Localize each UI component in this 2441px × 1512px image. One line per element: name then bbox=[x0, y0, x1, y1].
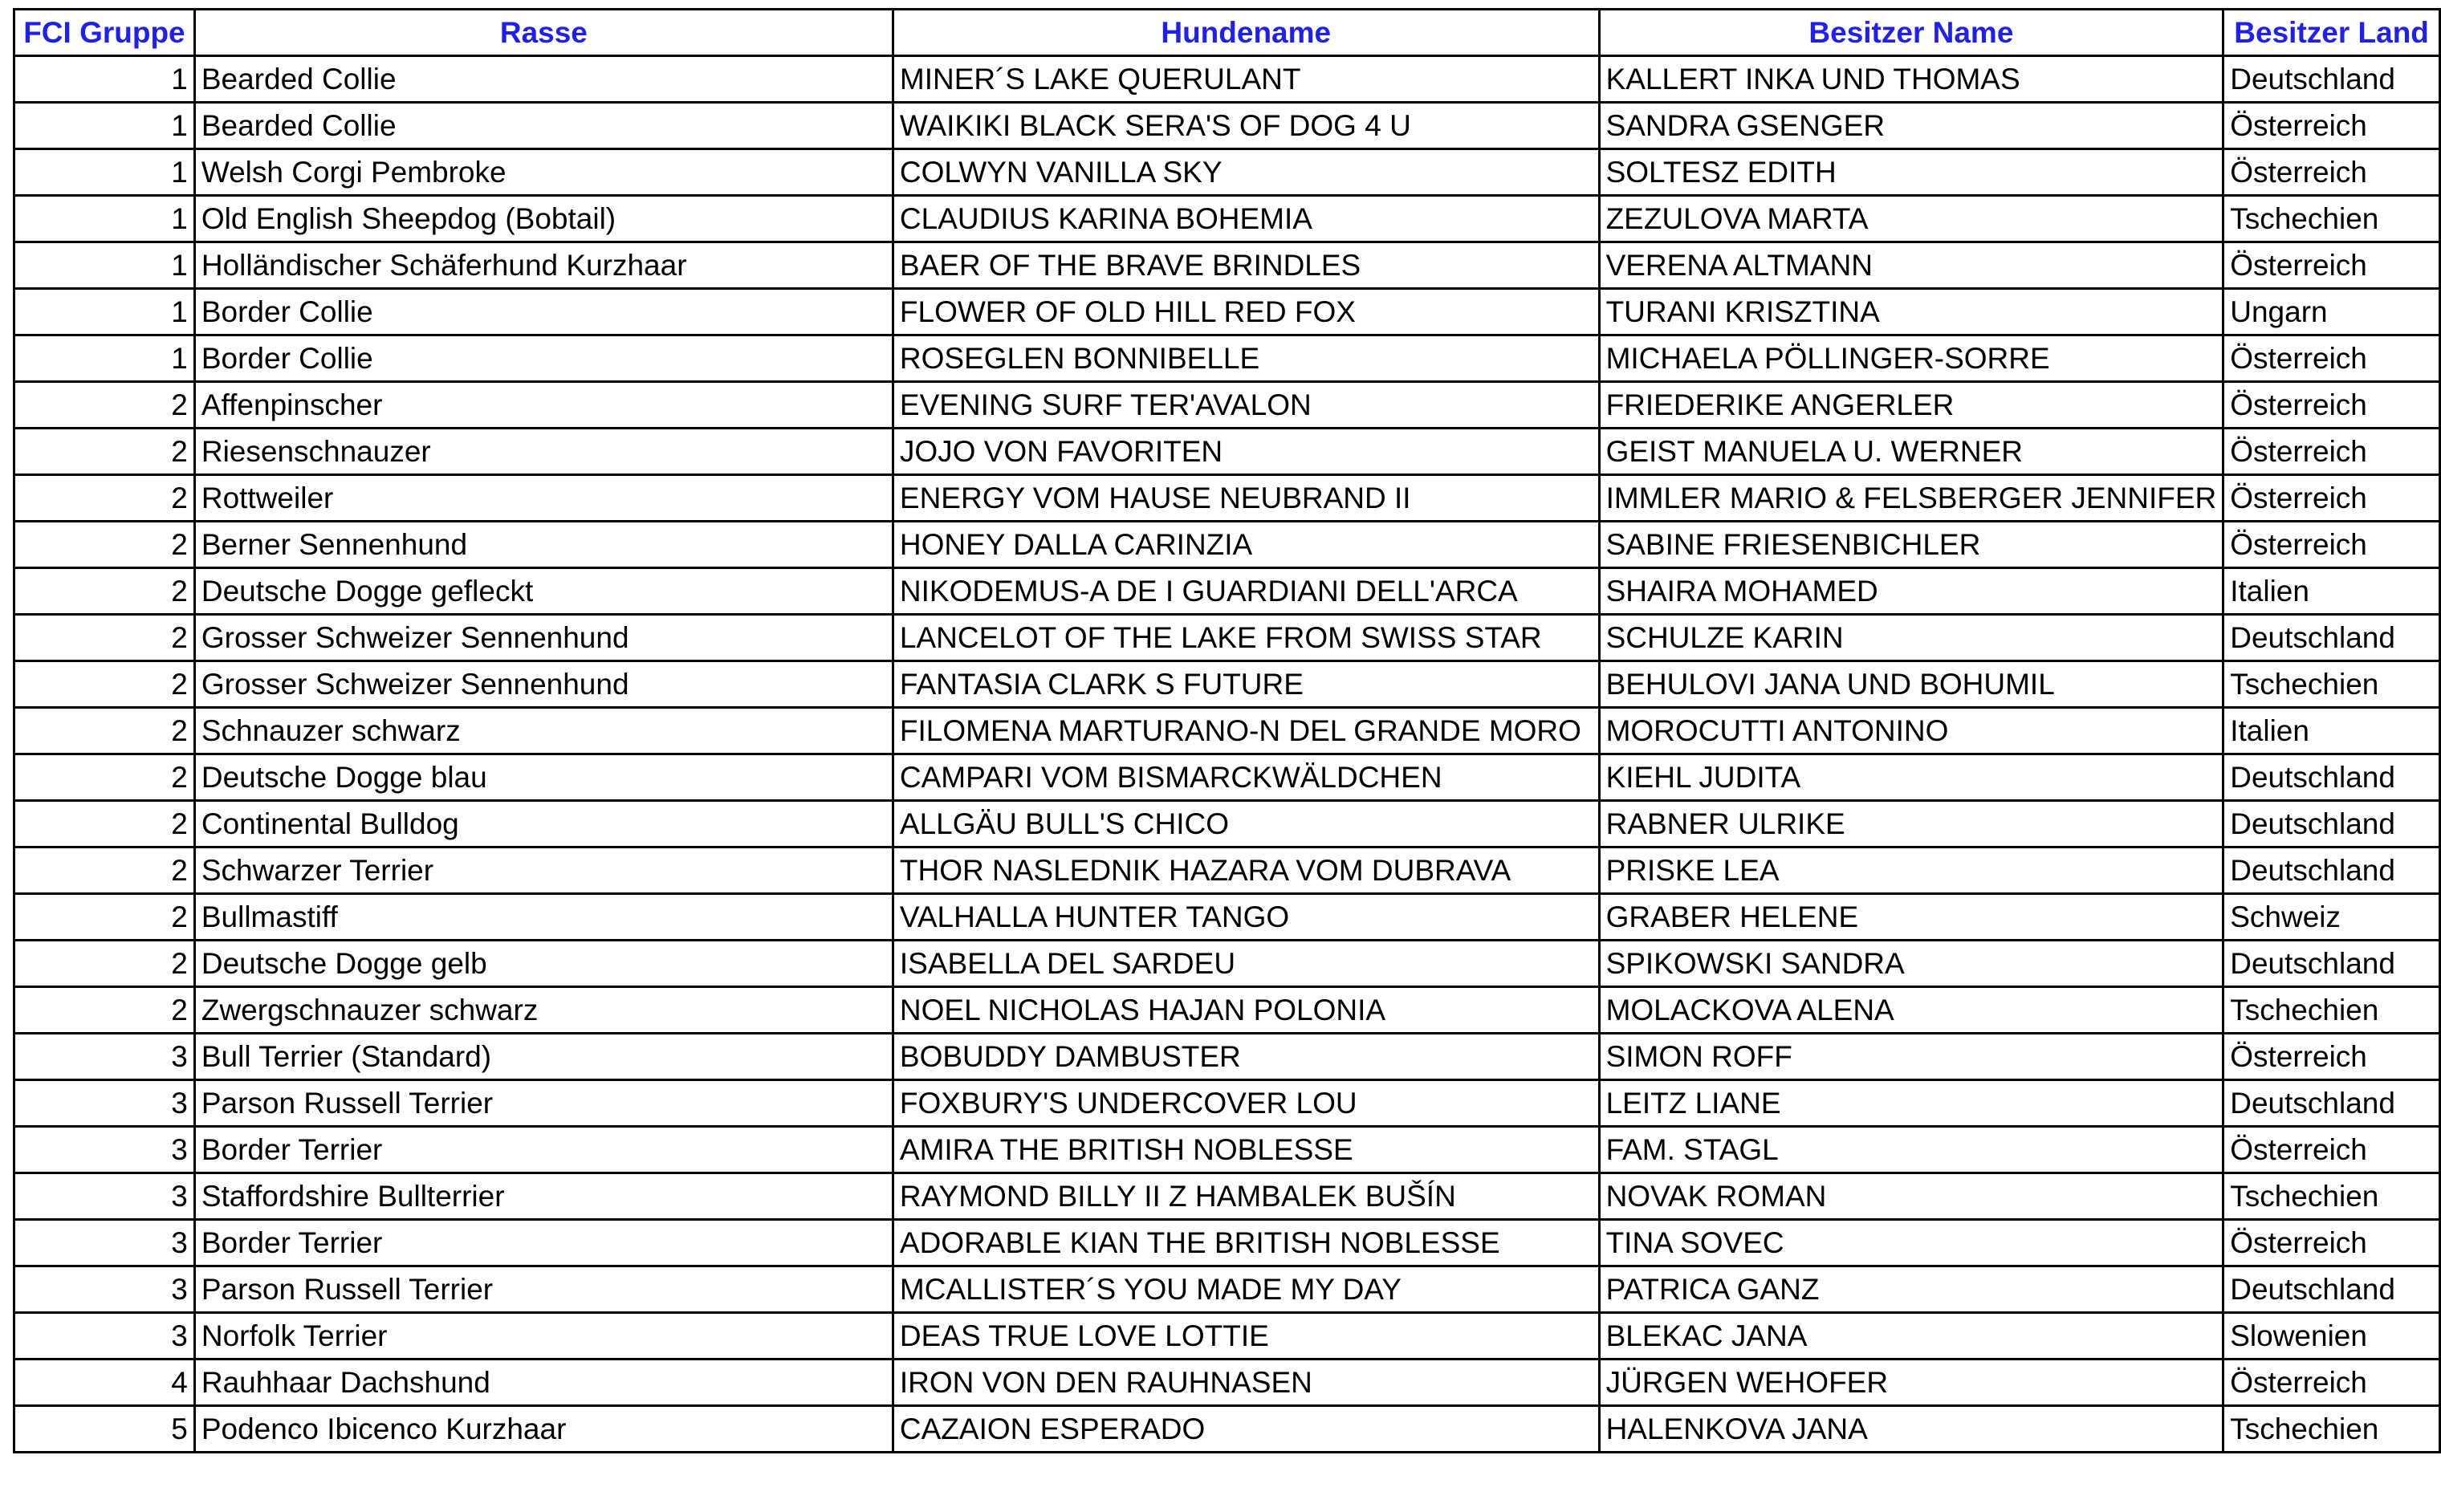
besitzer-name-cell: BLEKAC JANA bbox=[1599, 1313, 2223, 1360]
rasse-cell: Bull Terrier (Standard) bbox=[194, 1034, 893, 1080]
fci-gruppe-cell: 2 bbox=[14, 382, 195, 429]
besitzer-land-cell: Österreich bbox=[2223, 475, 2440, 522]
besitzer-land-cell: Deutschland bbox=[2223, 1080, 2440, 1127]
results-table bbox=[13, 8, 2441, 1453]
besitzer-name-cell: KIEHL JUDITA bbox=[1599, 754, 2223, 801]
rasse-cell: Schnauzer schwarz bbox=[194, 708, 893, 754]
rasse-cell: Border Terrier bbox=[194, 1220, 893, 1266]
rasse-cell: Rauhhaar Dachshund bbox=[194, 1360, 893, 1406]
rasse-cell: Rottweiler bbox=[194, 475, 893, 522]
rasse-cell: Deutsche Dogge blau bbox=[194, 754, 893, 801]
hundename-cell: CLAUDIUS KARINA BOHEMIA bbox=[893, 196, 1599, 242]
fci-gruppe-cell: 3 bbox=[14, 1173, 195, 1220]
besitzer-land-cell: Deutschland bbox=[2223, 847, 2440, 894]
column-header-hundename: Hundename bbox=[893, 10, 1599, 56]
besitzer-land-cell: Österreich bbox=[2223, 103, 2440, 149]
table-row bbox=[14, 615, 2440, 661]
fci-gruppe-cell: 3 bbox=[14, 1220, 195, 1266]
besitzer-land-cell: Österreich bbox=[2223, 242, 2440, 289]
besitzer-land-cell: Deutschland bbox=[2223, 801, 2440, 847]
hundename-cell: MCALLISTER´S YOU MADE MY DAY bbox=[893, 1266, 1599, 1313]
rasse-cell: Parson Russell Terrier bbox=[194, 1266, 893, 1313]
table-row bbox=[14, 1173, 2440, 1220]
besitzer-land-cell: Österreich bbox=[2223, 382, 2440, 429]
hundename-cell: FILOMENA MARTURANO-N DEL GRANDE MORO bbox=[893, 708, 1599, 754]
besitzer-land-cell: Österreich bbox=[2223, 149, 2440, 196]
besitzer-name-cell: SOLTESZ EDITH bbox=[1599, 149, 2223, 196]
besitzer-name-cell: MOROCUTTI ANTONINO bbox=[1599, 708, 2223, 754]
hundename-cell: BOBUDDY DAMBUSTER bbox=[893, 1034, 1599, 1080]
table-row bbox=[14, 522, 2440, 568]
table-body bbox=[14, 56, 2440, 1453]
table-row bbox=[14, 289, 2440, 335]
table-row bbox=[14, 1220, 2440, 1266]
hundename-cell: IRON VON DEN RAUHNASEN bbox=[893, 1360, 1599, 1406]
hundename-cell: FOXBURY'S UNDERCOVER LOU bbox=[893, 1080, 1599, 1127]
rasse-cell: Grosser Schweizer Sennenhund bbox=[194, 661, 893, 708]
hundename-cell: FLOWER OF OLD HILL RED FOX bbox=[893, 289, 1599, 335]
besitzer-name-cell: SPIKOWSKI SANDRA bbox=[1599, 941, 2223, 987]
fci-gruppe-cell: 3 bbox=[14, 1034, 195, 1080]
rasse-cell: Norfolk Terrier bbox=[194, 1313, 893, 1360]
table-row bbox=[14, 103, 2440, 149]
fci-gruppe-cell: 1 bbox=[14, 335, 195, 382]
besitzer-name-cell: IMMLER MARIO & FELSBERGER JENNIFER bbox=[1599, 475, 2223, 522]
hundename-cell: BAER OF THE BRAVE BRINDLES bbox=[893, 242, 1599, 289]
besitzer-land-cell: Deutschland bbox=[2223, 56, 2440, 103]
hundename-cell: JOJO VON FAVORITEN bbox=[893, 429, 1599, 475]
header-row bbox=[14, 10, 2440, 56]
hundename-cell: ROSEGLEN BONNIBELLE bbox=[893, 335, 1599, 382]
besitzer-land-cell: Österreich bbox=[2223, 1127, 2440, 1173]
table-row bbox=[14, 754, 2440, 801]
hundename-cell: HONEY DALLA CARINZIA bbox=[893, 522, 1599, 568]
besitzer-land-cell: Österreich bbox=[2223, 1034, 2440, 1080]
fci-gruppe-cell: 3 bbox=[14, 1266, 195, 1313]
table-row bbox=[14, 568, 2440, 615]
table-row bbox=[14, 1313, 2440, 1360]
besitzer-land-cell: Deutschland bbox=[2223, 941, 2440, 987]
hundename-cell: CAMPARI VOM BISMARCKWÄLDCHEN bbox=[893, 754, 1599, 801]
fci-gruppe-cell: 5 bbox=[14, 1406, 195, 1453]
hundename-cell: DEAS TRUE LOVE LOTTIE bbox=[893, 1313, 1599, 1360]
hundename-cell: NIKODEMUS-A DE I GUARDIANI DELL'ARCA bbox=[893, 568, 1599, 615]
besitzer-land-cell: Deutschland bbox=[2223, 754, 2440, 801]
rasse-cell: Berner Sennenhund bbox=[194, 522, 893, 568]
besitzer-name-cell: ZEZULOVA MARTA bbox=[1599, 196, 2223, 242]
table-row bbox=[14, 196, 2440, 242]
besitzer-name-cell: PATRICA GANZ bbox=[1599, 1266, 2223, 1313]
besitzer-name-cell: VERENA ALTMANN bbox=[1599, 242, 2223, 289]
besitzer-name-cell: JÜRGEN WEHOFER bbox=[1599, 1360, 2223, 1406]
besitzer-name-cell: GEIST MANUELA U. WERNER bbox=[1599, 429, 2223, 475]
besitzer-name-cell: FAM. STAGL bbox=[1599, 1127, 2223, 1173]
rasse-cell: Zwergschnauzer schwarz bbox=[194, 987, 893, 1034]
fci-gruppe-cell: 1 bbox=[14, 196, 195, 242]
hundename-cell: LANCELOT OF THE LAKE FROM SWISS STAR bbox=[893, 615, 1599, 661]
hundename-cell: CAZAION ESPERADO bbox=[893, 1406, 1599, 1453]
rasse-cell: Bullmastiff bbox=[194, 894, 893, 941]
fci-gruppe-cell: 2 bbox=[14, 941, 195, 987]
besitzer-land-cell: Tschechien bbox=[2223, 1173, 2440, 1220]
table-row bbox=[14, 801, 2440, 847]
table-row bbox=[14, 1080, 2440, 1127]
fci-gruppe-cell: 2 bbox=[14, 661, 195, 708]
besitzer-name-cell: NOVAK ROMAN bbox=[1599, 1173, 2223, 1220]
rasse-cell: Podenco Ibicenco Kurzhaar bbox=[194, 1406, 893, 1453]
fci-gruppe-cell: 2 bbox=[14, 522, 195, 568]
hundename-cell: FANTASIA CLARK S FUTURE bbox=[893, 661, 1599, 708]
besitzer-name-cell: PRISKE LEA bbox=[1599, 847, 2223, 894]
table-row bbox=[14, 475, 2440, 522]
besitzer-name-cell: KALLERT INKA UND THOMAS bbox=[1599, 56, 2223, 103]
fci-gruppe-cell: 2 bbox=[14, 708, 195, 754]
besitzer-name-cell: SCHULZE KARIN bbox=[1599, 615, 2223, 661]
besitzer-name-cell: MICHAELA PÖLLINGER-SORRE bbox=[1599, 335, 2223, 382]
table-row bbox=[14, 56, 2440, 103]
fci-gruppe-cell: 2 bbox=[14, 801, 195, 847]
fci-gruppe-cell: 1 bbox=[14, 289, 195, 335]
rasse-cell: Old English Sheepdog (Bobtail) bbox=[194, 196, 893, 242]
rasse-cell: Parson Russell Terrier bbox=[194, 1080, 893, 1127]
rasse-cell: Deutsche Dogge gelb bbox=[194, 941, 893, 987]
fci-gruppe-cell: 2 bbox=[14, 754, 195, 801]
table-row bbox=[14, 708, 2440, 754]
besitzer-land-cell: Österreich bbox=[2223, 429, 2440, 475]
fci-gruppe-cell: 3 bbox=[14, 1080, 195, 1127]
hundename-cell: ALLGÄU BULL'S CHICO bbox=[893, 801, 1599, 847]
table-row bbox=[14, 242, 2440, 289]
rasse-cell: Grosser Schweizer Sennenhund bbox=[194, 615, 893, 661]
rasse-cell: Bearded Collie bbox=[194, 103, 893, 149]
rasse-cell: Riesenschnauzer bbox=[194, 429, 893, 475]
fci-gruppe-cell: 1 bbox=[14, 56, 195, 103]
table-row bbox=[14, 1266, 2440, 1313]
hundename-cell: ADORABLE KIAN THE BRITISH NOBLESSE bbox=[893, 1220, 1599, 1266]
table-row bbox=[14, 429, 2440, 475]
table-row bbox=[14, 382, 2440, 429]
besitzer-land-cell: Slowenien bbox=[2223, 1313, 2440, 1360]
rasse-cell: Bearded Collie bbox=[194, 56, 893, 103]
fci-gruppe-cell: 1 bbox=[14, 103, 195, 149]
table-row bbox=[14, 941, 2440, 987]
fci-gruppe-cell: 3 bbox=[14, 1313, 195, 1360]
table-row bbox=[14, 335, 2440, 382]
besitzer-land-cell: Österreich bbox=[2223, 1360, 2440, 1406]
hundename-cell: NOEL NICHOLAS HAJAN POLONIA bbox=[893, 987, 1599, 1034]
besitzer-land-cell: Tschechien bbox=[2223, 661, 2440, 708]
column-header-besitzer-name: Besitzer Name bbox=[1599, 10, 2223, 56]
table-row bbox=[14, 1034, 2440, 1080]
rasse-cell: Border Terrier bbox=[194, 1127, 893, 1173]
table-row bbox=[14, 1127, 2440, 1173]
besitzer-name-cell: TINA SOVEC bbox=[1599, 1220, 2223, 1266]
besitzer-name-cell: HALENKOVA JANA bbox=[1599, 1406, 2223, 1453]
fci-gruppe-cell: 2 bbox=[14, 568, 195, 615]
rasse-cell: Border Collie bbox=[194, 289, 893, 335]
fci-gruppe-cell: 2 bbox=[14, 847, 195, 894]
hundename-cell: THOR NASLEDNIK HAZARA VOM DUBRAVA bbox=[893, 847, 1599, 894]
rasse-cell: Deutsche Dogge gefleckt bbox=[194, 568, 893, 615]
besitzer-name-cell: MOLACKOVA ALENA bbox=[1599, 987, 2223, 1034]
besitzer-land-cell: Tschechien bbox=[2223, 196, 2440, 242]
hundename-cell: MINER´S LAKE QUERULANT bbox=[893, 56, 1599, 103]
table-row bbox=[14, 987, 2440, 1034]
besitzer-land-cell: Italien bbox=[2223, 568, 2440, 615]
rasse-cell: Affenpinscher bbox=[194, 382, 893, 429]
hundename-cell: EVENING SURF TER'AVALON bbox=[893, 382, 1599, 429]
fci-gruppe-cell: 2 bbox=[14, 987, 195, 1034]
rasse-cell: Continental Bulldog bbox=[194, 801, 893, 847]
fci-gruppe-cell: 4 bbox=[14, 1360, 195, 1406]
column-header-fci-gruppe: FCI Gruppe bbox=[14, 10, 195, 56]
besitzer-name-cell: SHAIRA MOHAMED bbox=[1599, 568, 2223, 615]
fci-gruppe-cell: 1 bbox=[14, 149, 195, 196]
besitzer-name-cell: RABNER ULRIKE bbox=[1599, 801, 2223, 847]
table-row bbox=[14, 894, 2440, 941]
besitzer-land-cell: Deutschland bbox=[2223, 1266, 2440, 1313]
rasse-cell: Schwarzer Terrier bbox=[194, 847, 893, 894]
besitzer-land-cell: Österreich bbox=[2223, 335, 2440, 382]
besitzer-name-cell: SIMON ROFF bbox=[1599, 1034, 2223, 1080]
hundename-cell: COLWYN VANILLA SKY bbox=[893, 149, 1599, 196]
rasse-cell: Border Collie bbox=[194, 335, 893, 382]
besitzer-name-cell: SABINE FRIESENBICHLER bbox=[1599, 522, 2223, 568]
besitzer-name-cell: TURANI KRISZTINA bbox=[1599, 289, 2223, 335]
fci-gruppe-cell: 2 bbox=[14, 894, 195, 941]
table-row bbox=[14, 847, 2440, 894]
table-row bbox=[14, 149, 2440, 196]
besitzer-name-cell: LEITZ LIANE bbox=[1599, 1080, 2223, 1127]
hundename-cell: VALHALLA HUNTER TANGO bbox=[893, 894, 1599, 941]
fci-gruppe-cell: 1 bbox=[14, 242, 195, 289]
fci-gruppe-cell: 3 bbox=[14, 1127, 195, 1173]
column-header-besitzer-land: Besitzer Land bbox=[2223, 10, 2440, 56]
table-row bbox=[14, 661, 2440, 708]
hundename-cell: ISABELLA DEL SARDEU bbox=[893, 941, 1599, 987]
besitzer-land-cell: Tschechien bbox=[2223, 987, 2440, 1034]
rasse-cell: Holländischer Schäferhund Kurzhaar bbox=[194, 242, 893, 289]
besitzer-land-cell: Österreich bbox=[2223, 1220, 2440, 1266]
rasse-cell: Staffordshire Bullterrier bbox=[194, 1173, 893, 1220]
fci-gruppe-cell: 2 bbox=[14, 429, 195, 475]
hundename-cell: RAYMOND BILLY II Z HAMBALEK BUŠÍN bbox=[893, 1173, 1599, 1220]
table-row bbox=[14, 1406, 2440, 1453]
table-row bbox=[14, 1360, 2440, 1406]
besitzer-name-cell: SANDRA GSENGER bbox=[1599, 103, 2223, 149]
hundename-cell: WAIKIKI BLACK SERA'S OF DOG 4 U bbox=[893, 103, 1599, 149]
besitzer-land-cell: Österreich bbox=[2223, 522, 2440, 568]
rasse-cell: Welsh Corgi Pembroke bbox=[194, 149, 893, 196]
besitzer-name-cell: BEHULOVI JANA UND BOHUMIL bbox=[1599, 661, 2223, 708]
besitzer-name-cell: GRABER HELENE bbox=[1599, 894, 2223, 941]
besitzer-land-cell: Ungarn bbox=[2223, 289, 2440, 335]
besitzer-land-cell: Tschechien bbox=[2223, 1406, 2440, 1453]
besitzer-land-cell: Italien bbox=[2223, 708, 2440, 754]
besitzer-land-cell: Deutschland bbox=[2223, 615, 2440, 661]
besitzer-name-cell: FRIEDERIKE ANGERLER bbox=[1599, 382, 2223, 429]
column-header-rasse: Rasse bbox=[194, 10, 893, 56]
fci-gruppe-cell: 2 bbox=[14, 615, 195, 661]
hundename-cell: ENERGY VOM HAUSE NEUBRAND II bbox=[893, 475, 1599, 522]
besitzer-land-cell: Schweiz bbox=[2223, 894, 2440, 941]
fci-gruppe-cell: 2 bbox=[14, 475, 195, 522]
hundename-cell: AMIRA THE BRITISH NOBLESSE bbox=[893, 1127, 1599, 1173]
